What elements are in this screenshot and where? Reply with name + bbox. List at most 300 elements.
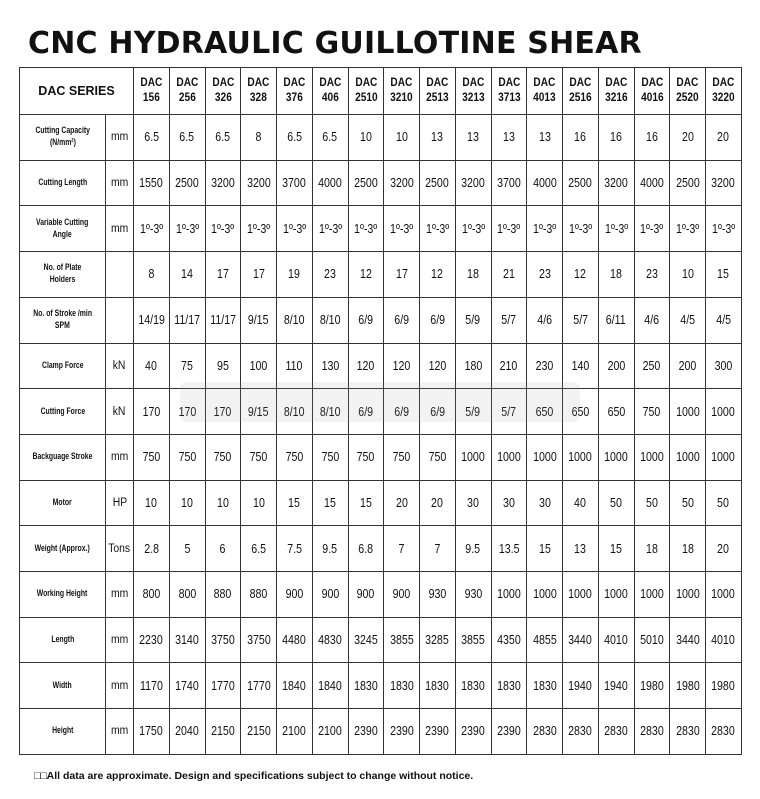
value-cell: 12	[563, 252, 599, 298]
value-cell: 650	[527, 389, 563, 435]
value-cell: 1º-3º	[384, 206, 420, 252]
value-cell: 1º-3º	[134, 206, 170, 252]
value-cell: 2100	[277, 709, 313, 755]
value-cell: 230	[527, 343, 563, 389]
value-cell: 4830	[312, 617, 348, 663]
model-header-line: 4013	[533, 92, 556, 104]
value-cell: 120	[384, 343, 420, 389]
value-cell: 750	[348, 434, 384, 480]
value-cell: 6.5	[134, 115, 170, 161]
value-cell: 3245	[348, 617, 384, 663]
value-cell: 23	[634, 252, 670, 298]
value-cell: 13	[527, 115, 563, 161]
value-cell: 6/9	[420, 389, 456, 435]
parameter-label-line: Working Height	[37, 588, 88, 600]
value-cell: 3200	[205, 160, 241, 206]
value-cell: 11/17	[205, 297, 241, 343]
value-cell: 18	[670, 526, 706, 572]
value-cell: 18	[455, 252, 491, 298]
value-cell: 1980	[706, 663, 742, 709]
unit-cell: Tons	[106, 526, 134, 572]
parameter-label-line: SPM	[55, 320, 70, 332]
table-row	[20, 389, 742, 435]
value-cell: 13.5	[491, 526, 527, 572]
parameter-label-line: Cutting Force	[40, 405, 85, 417]
value-cell: 40	[134, 343, 170, 389]
table-row	[20, 252, 742, 298]
value-cell: 8/10	[312, 389, 348, 435]
value-cell: 13	[455, 115, 491, 161]
value-cell: 20	[420, 480, 456, 526]
model-header	[706, 68, 742, 115]
parameter-label-line: Cutting Length	[38, 177, 87, 189]
value-cell: 1550	[134, 160, 170, 206]
parameter-label-line: No. of Stroke /min	[33, 308, 92, 320]
model-header	[598, 68, 634, 115]
value-cell: 3285	[420, 617, 456, 663]
model-header	[563, 68, 599, 115]
value-cell: 1170	[134, 663, 170, 709]
value-cell: 5/9	[455, 297, 491, 343]
value-cell: 2830	[670, 709, 706, 755]
value-cell: 15	[527, 526, 563, 572]
parameter-label	[20, 572, 106, 618]
parameter-label	[20, 617, 106, 663]
unit-cell: mm	[106, 572, 134, 618]
model-header-line: DAC	[426, 77, 449, 89]
value-cell: 2830	[598, 709, 634, 755]
value-cell: 2390	[384, 709, 420, 755]
value-cell: 4/6	[527, 297, 563, 343]
parameter-label-line: Backguage Stroke	[32, 451, 93, 463]
value-cell: 1830	[491, 663, 527, 709]
parameter-label-line: (N/mm²)	[49, 137, 76, 149]
model-header-line: DAC	[569, 77, 592, 89]
value-cell: 300	[706, 343, 742, 389]
value-cell: 900	[384, 572, 420, 618]
value-cell: 8/10	[277, 389, 313, 435]
model-header	[348, 68, 384, 115]
model-header-line: DAC	[497, 77, 520, 89]
value-cell: 5/9	[455, 389, 491, 435]
model-header-line: 326	[214, 92, 232, 104]
value-cell: 170	[169, 389, 205, 435]
value-cell: 2390	[455, 709, 491, 755]
value-cell: 200	[598, 343, 634, 389]
value-cell: 10	[134, 480, 170, 526]
parameter-label	[20, 526, 106, 572]
value-cell: 750	[134, 434, 170, 480]
parameter-label-line: Height	[51, 725, 74, 737]
value-cell: 210	[491, 343, 527, 389]
unit-cell: mm	[106, 663, 134, 709]
value-cell: 20	[670, 115, 706, 161]
value-cell: 900	[277, 572, 313, 618]
model-header-line: DAC	[462, 77, 485, 89]
value-cell: 1000	[598, 434, 634, 480]
value-cell: 14/19	[134, 297, 170, 343]
model-header	[384, 68, 420, 115]
value-cell: 16	[598, 115, 634, 161]
value-cell: 250	[634, 343, 670, 389]
value-cell: 4010	[598, 617, 634, 663]
unit-cell: mm	[106, 206, 134, 252]
value-cell: 750	[277, 434, 313, 480]
value-cell: 10	[670, 252, 706, 298]
value-cell: 2040	[169, 709, 205, 755]
value-cell: 750	[634, 389, 670, 435]
parameter-label-line: Clamp Force	[41, 359, 84, 371]
model-header	[420, 68, 456, 115]
value-cell: 20	[706, 526, 742, 572]
value-cell: 5	[169, 526, 205, 572]
parameter-label-line: Motor	[52, 496, 73, 508]
value-cell: 1º-3º	[527, 206, 563, 252]
value-cell: 8/10	[277, 297, 313, 343]
model-header-line: DAC	[283, 77, 306, 89]
value-cell: 15	[312, 480, 348, 526]
value-cell: 1000	[527, 572, 563, 618]
model-header	[312, 68, 348, 115]
value-cell: 10	[348, 115, 384, 161]
model-header-line: DAC	[319, 77, 342, 89]
value-cell: 3200	[384, 160, 420, 206]
value-cell: 1830	[384, 663, 420, 709]
value-cell: 170	[205, 389, 241, 435]
value-cell: 1840	[277, 663, 313, 709]
value-cell: 1830	[420, 663, 456, 709]
value-cell: 3200	[241, 160, 277, 206]
model-header-line: DAC	[140, 77, 163, 89]
table-row	[20, 617, 742, 663]
value-cell: 750	[205, 434, 241, 480]
value-cell: 16	[563, 115, 599, 161]
model-header-line: 2510	[354, 92, 378, 104]
model-header-line: DAC	[211, 77, 234, 89]
model-header	[134, 68, 170, 115]
unit-cell: mm	[106, 709, 134, 755]
value-cell: 750	[169, 434, 205, 480]
parameter-label	[20, 663, 106, 709]
value-cell: 1000	[598, 572, 634, 618]
unit-cell: mm	[106, 115, 134, 161]
value-cell: 2390	[420, 709, 456, 755]
parameter-label	[20, 434, 106, 480]
parameter-label-line: Length	[51, 634, 74, 646]
value-cell: 3200	[598, 160, 634, 206]
value-cell: 2150	[205, 709, 241, 755]
value-cell: 1º-3º	[348, 206, 384, 252]
model-header-line: 2516	[569, 92, 592, 104]
value-cell: 4855	[527, 617, 563, 663]
value-cell: 6/9	[384, 389, 420, 435]
value-cell: 2500	[169, 160, 205, 206]
value-cell: 50	[670, 480, 706, 526]
value-cell: 4000	[312, 160, 348, 206]
page-title: CNC HYDRAULIC GUILLOTINE SHEAR	[28, 26, 642, 61]
parameter-label	[20, 160, 106, 206]
value-cell: 1000	[455, 434, 491, 480]
value-cell: 21	[491, 252, 527, 298]
table-row	[20, 343, 742, 389]
value-cell: 1º-3º	[205, 206, 241, 252]
table-row	[20, 572, 742, 618]
value-cell: 50	[598, 480, 634, 526]
value-cell: 1830	[527, 663, 563, 709]
value-cell: 50	[706, 480, 742, 526]
value-cell: 8	[241, 115, 277, 161]
value-cell: 880	[205, 572, 241, 618]
model-header-line: 2513	[426, 92, 449, 104]
value-cell: 2390	[348, 709, 384, 755]
value-cell: 17	[384, 252, 420, 298]
value-cell: 110	[277, 343, 313, 389]
table-row	[20, 480, 742, 526]
value-cell: 1º-3º	[634, 206, 670, 252]
value-cell: 1º-3º	[420, 206, 456, 252]
value-cell: 1000	[706, 389, 742, 435]
value-cell: 180	[455, 343, 491, 389]
value-cell: 3200	[706, 160, 742, 206]
value-cell: 18	[598, 252, 634, 298]
value-cell: 1770	[205, 663, 241, 709]
value-cell: 1º-3º	[277, 206, 313, 252]
unit-cell: mm	[106, 617, 134, 663]
value-cell: 750	[241, 434, 277, 480]
value-cell: 10	[384, 115, 420, 161]
value-cell: 8/10	[312, 297, 348, 343]
value-cell: 2830	[634, 709, 670, 755]
parameter-label-line: Variable Cutting	[36, 216, 89, 228]
unit-cell: mm	[106, 160, 134, 206]
parameter-label	[20, 709, 106, 755]
value-cell: 900	[348, 572, 384, 618]
unit-cell	[106, 252, 134, 298]
value-cell: 20	[384, 480, 420, 526]
model-header	[670, 68, 706, 115]
value-cell: 5/7	[491, 389, 527, 435]
value-cell: 6/9	[348, 297, 384, 343]
parameter-label	[20, 389, 106, 435]
value-cell: 930	[455, 572, 491, 618]
value-cell: 1000	[563, 434, 599, 480]
value-cell: 2100	[312, 709, 348, 755]
value-cell: 3440	[670, 617, 706, 663]
value-cell: 15	[706, 252, 742, 298]
value-cell: 4/5	[706, 297, 742, 343]
footnote: □□All data are approximate. Design and specifications subject to change without notice.	[34, 770, 474, 782]
model-header-line: DAC	[390, 77, 413, 89]
value-cell: 3855	[384, 617, 420, 663]
value-cell: 2390	[491, 709, 527, 755]
model-header-line: 156	[142, 92, 160, 104]
value-cell: 140	[563, 343, 599, 389]
table-row	[20, 297, 742, 343]
model-header	[169, 68, 205, 115]
value-cell: 18	[634, 526, 670, 572]
value-cell: 1000	[670, 434, 706, 480]
value-cell: 6	[205, 526, 241, 572]
value-cell: 9.5	[312, 526, 348, 572]
value-cell: 2830	[527, 709, 563, 755]
value-cell: 7.5	[277, 526, 313, 572]
parameter-label-line: No. of Plate Holders	[43, 262, 82, 286]
value-cell: 1º-3º	[169, 206, 205, 252]
value-cell: 1º-3º	[670, 206, 706, 252]
value-cell: 1º-3º	[598, 206, 634, 252]
table-header-row	[20, 68, 742, 115]
model-header	[241, 68, 277, 115]
value-cell: 1000	[634, 434, 670, 480]
value-cell: 200	[670, 343, 706, 389]
value-cell: 750	[420, 434, 456, 480]
value-cell: 6.5	[312, 115, 348, 161]
model-header-line: DAC	[676, 77, 699, 89]
model-header-line: DAC	[533, 77, 556, 89]
value-cell: 1º-3º	[455, 206, 491, 252]
model-header-line: 406	[321, 92, 339, 104]
model-header-line: 3210	[390, 92, 413, 104]
value-cell: 50	[634, 480, 670, 526]
value-cell: 1000	[706, 434, 742, 480]
parameter-label	[20, 343, 106, 389]
value-cell: 9/15	[241, 389, 277, 435]
model-header-line: 256	[178, 92, 196, 104]
value-cell: 30	[491, 480, 527, 526]
value-cell: 2.8	[134, 526, 170, 572]
value-cell: 75	[169, 343, 205, 389]
value-cell: 3700	[491, 160, 527, 206]
value-cell: 23	[312, 252, 348, 298]
value-cell: 7	[384, 526, 420, 572]
model-header-line: 3216	[604, 92, 628, 104]
value-cell: 650	[563, 389, 599, 435]
value-cell: 13	[420, 115, 456, 161]
value-cell: 1980	[670, 663, 706, 709]
table-row	[20, 434, 742, 480]
value-cell: 6.5	[277, 115, 313, 161]
value-cell: 6.5	[241, 526, 277, 572]
value-cell: 1000	[563, 572, 599, 618]
value-cell: 3440	[563, 617, 599, 663]
value-cell: 6.8	[348, 526, 384, 572]
value-cell: 11/17	[169, 297, 205, 343]
value-cell: 120	[348, 343, 384, 389]
value-cell: 6/9	[348, 389, 384, 435]
model-header	[527, 68, 563, 115]
table-row	[20, 206, 742, 252]
value-cell: 15	[277, 480, 313, 526]
value-cell: 10	[169, 480, 205, 526]
value-cell: 6/11	[598, 297, 634, 343]
value-cell: 1740	[169, 663, 205, 709]
value-cell: 1000	[527, 434, 563, 480]
value-cell: 2500	[420, 160, 456, 206]
value-cell: 3750	[205, 617, 241, 663]
model-header-line: 3213	[461, 92, 485, 104]
value-cell: 23	[527, 252, 563, 298]
model-header-line: DAC	[712, 77, 735, 89]
value-cell: 1º-3º	[706, 206, 742, 252]
value-cell: 1º-3º	[241, 206, 277, 252]
value-cell: 4010	[706, 617, 742, 663]
value-cell: 2150	[241, 709, 277, 755]
value-cell: 4000	[527, 160, 563, 206]
value-cell: 6/9	[384, 297, 420, 343]
value-cell: 3855	[455, 617, 491, 663]
value-cell: 10	[241, 480, 277, 526]
value-cell: 100	[241, 343, 277, 389]
value-cell: 2830	[563, 709, 599, 755]
value-cell: 17	[241, 252, 277, 298]
value-cell: 14	[169, 252, 205, 298]
series-header: DAC SERIES	[20, 68, 134, 115]
parameter-label	[20, 115, 106, 161]
unit-cell: mm	[106, 434, 134, 480]
value-cell: 17	[205, 252, 241, 298]
value-cell: 7	[420, 526, 456, 572]
model-header-line: DAC	[354, 77, 377, 89]
model-header	[491, 68, 527, 115]
model-header-line: DAC	[605, 77, 628, 89]
unit-cell: kN	[106, 343, 134, 389]
table-row	[20, 160, 742, 206]
value-cell: 4480	[277, 617, 313, 663]
table-row	[20, 526, 742, 572]
value-cell: 800	[169, 572, 205, 618]
value-cell: 1830	[348, 663, 384, 709]
model-header-line: 376	[285, 92, 303, 104]
model-header	[205, 68, 241, 115]
value-cell: 1000	[634, 572, 670, 618]
value-cell: 130	[312, 343, 348, 389]
value-cell: 750	[384, 434, 420, 480]
parameter-label-line: Width	[52, 679, 72, 691]
value-cell: 3700	[277, 160, 313, 206]
value-cell: 1000	[670, 389, 706, 435]
value-cell: 880	[241, 572, 277, 618]
value-cell: 6.5	[205, 115, 241, 161]
value-cell: 13	[563, 526, 599, 572]
value-cell: 1000	[491, 434, 527, 480]
model-header-line: 4016	[640, 92, 664, 104]
value-cell: 1750	[134, 709, 170, 755]
value-cell: 2500	[670, 160, 706, 206]
value-cell: 9/15	[241, 297, 277, 343]
parameter-label-line: Weight (Approx.)	[34, 542, 91, 554]
value-cell: 10	[205, 480, 241, 526]
value-cell: 15	[598, 526, 634, 572]
model-header	[277, 68, 313, 115]
unit-cell: HP	[106, 480, 134, 526]
value-cell: 1º-3º	[563, 206, 599, 252]
parameter-label	[20, 252, 106, 298]
value-cell: 1830	[455, 663, 491, 709]
value-cell: 4/5	[670, 297, 706, 343]
value-cell: 8	[134, 252, 170, 298]
value-cell: 15	[348, 480, 384, 526]
model-header-line: 3220	[712, 92, 735, 104]
unit-cell: kN	[106, 389, 134, 435]
value-cell: 4/6	[634, 297, 670, 343]
value-cell: 1º-3º	[312, 206, 348, 252]
parameter-label-line: Angle	[52, 228, 73, 240]
model-header	[634, 68, 670, 115]
value-cell: 6/9	[420, 297, 456, 343]
value-cell: 40	[563, 480, 599, 526]
value-cell: 2230	[134, 617, 170, 663]
model-header	[455, 68, 491, 115]
